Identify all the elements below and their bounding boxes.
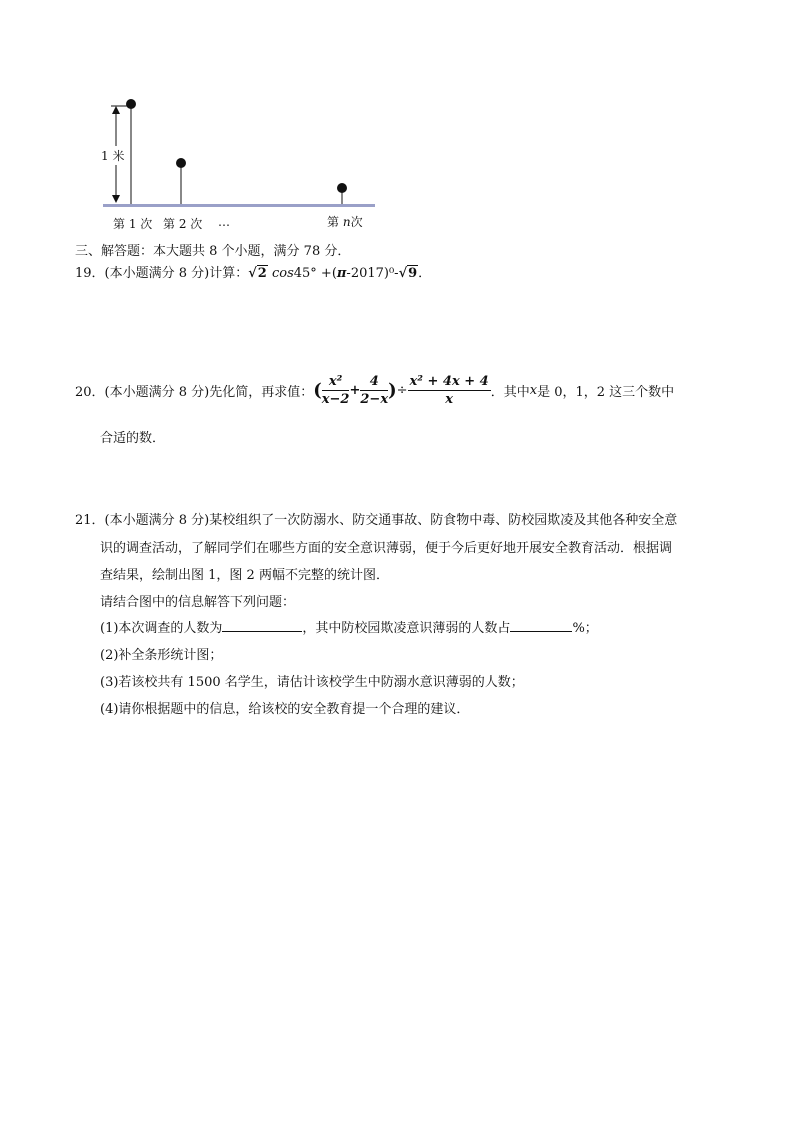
x-label-2: 第 2 次 [163,217,203,231]
ball-1 [126,99,136,109]
height-label: 1 米 [101,146,124,165]
x-label-1: 第 1 次 [113,217,153,231]
sqrt-2: √2 [248,266,267,281]
fraction-3 [408,374,491,407]
fraction-2-denominator: 2−x [360,392,389,407]
q19-pi: π [336,266,347,281]
q21-part-1-c: %； [572,621,598,636]
x-label-ellipsis: … [218,215,230,229]
q19-plus: +( [316,266,337,281]
q21-line-1: 21．(本小题满分 8 分)某校组织了一次防溺水、防交通事故、防食物中毒、防校园欺凌及其他各种安全意 [75,513,678,528]
arrow-down-icon [112,195,120,203]
fraction-1-numerator: x² [322,374,350,391]
x-label-n-suffix: 次 [350,215,363,229]
question-20 [75,374,674,407]
fraction-1 [322,374,350,407]
ball-n [337,183,347,193]
q20-suffix-a: ．其中 [490,385,530,400]
q21-line-2: 识的调查活动，了解同学们在哪些方面的安全意识薄弱，便于今后更好地开展安全教育活动．根据调 [100,541,673,556]
q21-part-1-b: ，其中防校园欺凌意识薄弱的人数占 [302,621,511,636]
q20-prefix: 20．(本小题满分 8 分)先化简，再求值： [75,385,314,400]
fraction-2-numerator: 4 [360,374,388,391]
q20-suffix-b: 是 0，1，2 这三个数中 [537,385,675,400]
paren-close: ) [388,380,397,401]
q20-line-2: 合适的数． [100,431,166,446]
x-label-n-var: n [342,215,351,229]
ball-2 [176,158,186,168]
q19-deg: 45° [293,266,317,281]
fraction-3-denominator: x [445,392,453,407]
q20-div: ÷ [396,383,408,398]
fraction-2 [360,374,388,407]
q21-line-3: 查结果，绘制出图 1，图 2 两幅不完整的统计图． [100,568,389,583]
section-3-heading: 三、解答题：本大题共 8 个小题，满分 78 分． [75,244,351,259]
arrow-up-icon [112,106,120,114]
bounce-figure [95,92,385,232]
answer-blank-count[interactable] [222,619,302,632]
fraction-3-numerator: x² + 4x + 4 [409,374,489,389]
q21-part-1 [100,617,598,636]
question-19 [75,262,431,281]
q20-plus: + [349,383,361,398]
q20-var-x: x [529,383,538,398]
x-label-n [327,213,363,230]
q21-part-3: (3)若该校共有 1500 名学生，请估计该校学生中防溺水意识薄弱的人数； [100,675,524,690]
sqrt-9: √9 [398,266,418,281]
q19-rest: -2017)⁰- [346,266,399,281]
x-label-n-prefix: 第 [327,215,343,229]
q19-end: ． [418,266,432,281]
answer-blank-percent[interactable] [510,619,572,632]
sqrt-2-radicand: 2 [257,266,267,281]
q21-part-1-a: (1)本次调查的人数为 [100,621,223,636]
ground-line [103,204,375,207]
sqrt-9-radicand: 9 [408,266,418,281]
paren-open: ( [313,380,322,401]
q21-part-2: (2)补全条形统计图； [100,648,223,663]
q19-prefix: 19．(本小题满分 8 分)计算： [75,266,249,281]
q21-part-4: (4)请你根据题中的信息，给该校的安全教育提一个合理的建议． [100,702,470,717]
fraction-1-denominator: x−2 [321,392,350,407]
q21-line-4: 请结合图中的信息解答下列问题： [100,595,296,610]
q19-cos: cos [271,266,294,281]
